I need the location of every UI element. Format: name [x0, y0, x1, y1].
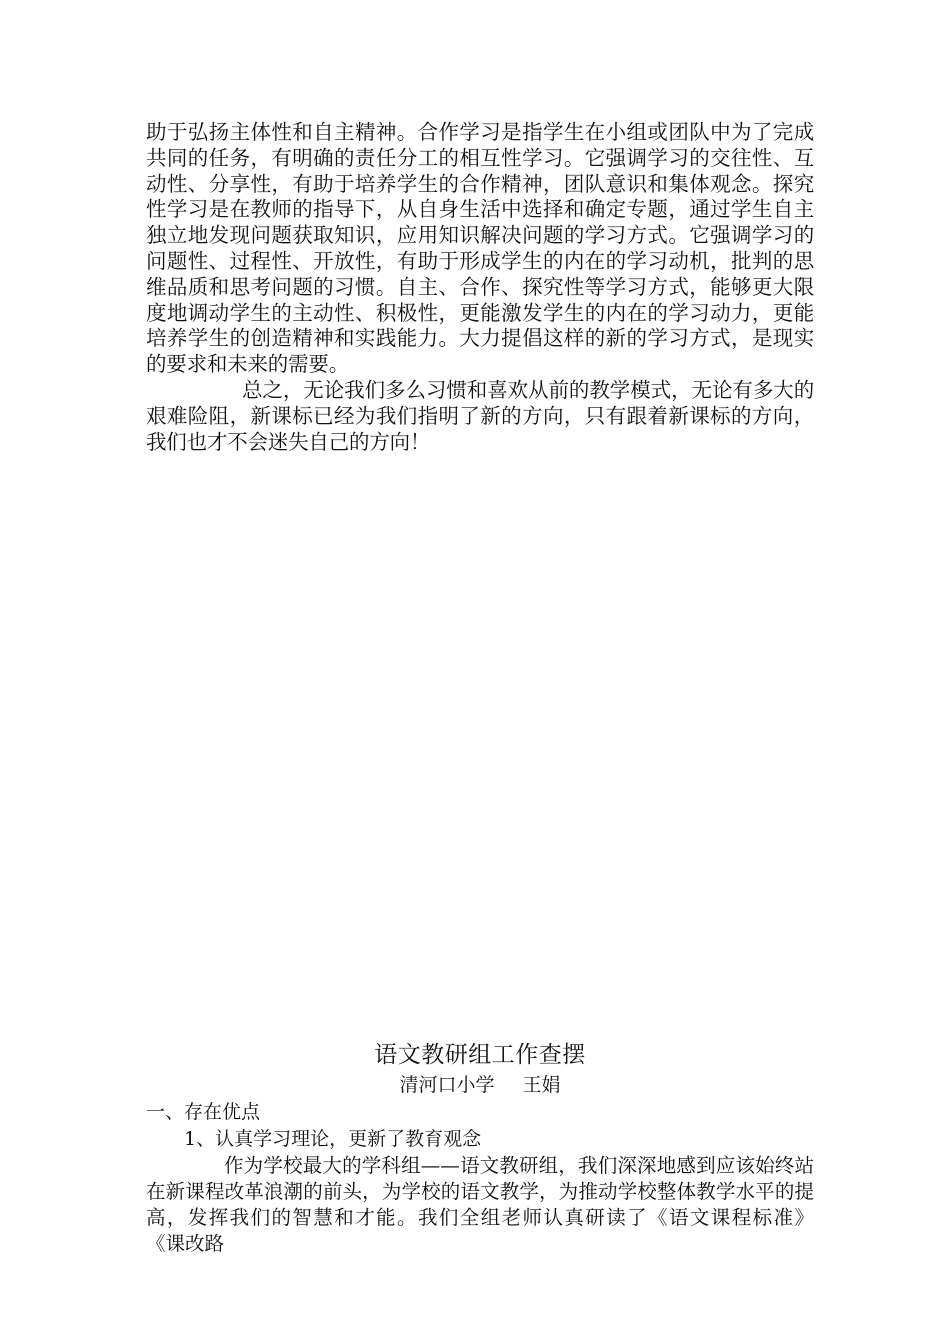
report-start	[146, 1038, 814, 1257]
body-paragraph-conclusion: 总之，无论我们多么习惯和喜欢从前的教学模式，无论有多大的艰难险阻，新课标已经为我们指明了新的方向，只有跟着新课标的方向，我们也才不会迷失自己的方向！	[146, 377, 814, 454]
report-byline	[146, 1072, 814, 1099]
author-name: 王娟	[522, 1074, 561, 1096]
body-paragraph-learning-methods: 助于弘扬主体性和自主精神。合作学习是指学生在小组或团队中为了完成共同的任务，有明确的责任分工的相互性学习。它强调学习的交往性、互动性、分享性，有助于培养学生的合作精神，团队意识和集体观念。探究性学习是在教师的指导下，从自身生活中选择和确定专题，通过学生自主独立地发现问题获取知识，应用知识解决问题的学习方式。它强调学习的问题性、过程性、开放性，有助于形成学生的内在的学习动机，批判的思维品质和思考问题的习惯。自主、合作、探究性等学习方式，能够更大限度地调动学生的主动性、积极性，更能激发学生的内在的学习动力，更能培养学生的创造精神和实践能力。大力提倡这样的新的学习方式，是现实的要求和未来的需要。	[146, 120, 814, 377]
school-name: 清河口小学	[399, 1074, 495, 1096]
body-paragraph-teaching-group: 作为学校最大的学科组——语文教研组，我们深深地感到应该始终站在新课程改革浪潮的前头，为学校的语文教学，为推动学校整体教学水平的提高，发挥我们的智慧和才能。我们全组老师认真研读了《语文课程标准》 《课改路	[146, 1154, 814, 1255]
subsection-heading-theory: 1、认真学习理论，更新了教育观念	[184, 1128, 482, 1150]
section-heading-strengths: 一、存在优点	[146, 1101, 261, 1123]
essay-continuation	[146, 120, 814, 455]
report-title: 语文教研组工作查摆	[374, 1042, 586, 1068]
